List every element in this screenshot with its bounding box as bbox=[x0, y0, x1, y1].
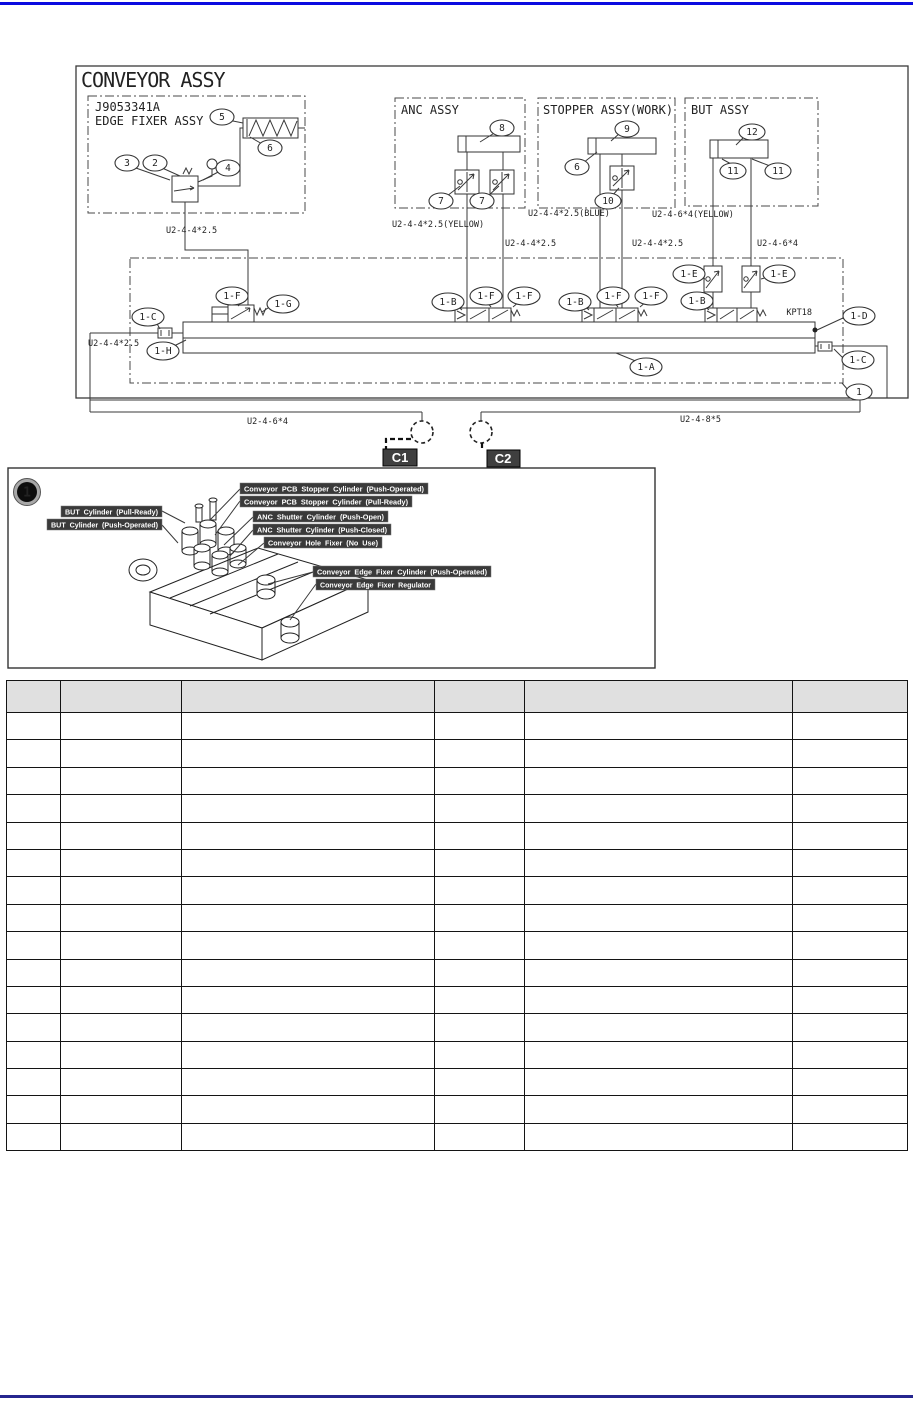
manifold-body bbox=[90, 322, 887, 398]
tube-label: U2-4-4*2.5 bbox=[166, 226, 218, 236]
flow-control-symbol bbox=[610, 166, 634, 190]
tube-label: U2-4-8*5 bbox=[680, 415, 721, 425]
balloon-1F bbox=[635, 287, 667, 305]
balloon-1B bbox=[681, 292, 713, 310]
table-cell bbox=[525, 1014, 793, 1041]
svg-text:1: 1 bbox=[856, 387, 862, 398]
table-cell bbox=[435, 1123, 525, 1150]
balloon-1A bbox=[630, 358, 662, 376]
balloon-1E bbox=[763, 265, 795, 283]
table-cell bbox=[61, 795, 182, 822]
table-row bbox=[7, 1069, 908, 1096]
balloon-4 bbox=[216, 160, 240, 176]
balloon-1B bbox=[432, 293, 464, 311]
table-cell bbox=[61, 932, 182, 959]
svg-text:1-F: 1-F bbox=[604, 291, 622, 302]
balloon-1 bbox=[846, 384, 872, 400]
table-cell bbox=[182, 795, 435, 822]
table-cell bbox=[61, 740, 182, 767]
table-cell bbox=[435, 959, 525, 986]
svg-text:1-E: 1-E bbox=[770, 269, 788, 280]
tube-label: U2-4-4*2.5(BLUE) bbox=[528, 209, 610, 219]
table-cell bbox=[182, 740, 435, 767]
table-cell bbox=[435, 1041, 525, 1068]
balloon-11 bbox=[765, 163, 791, 179]
table-cell bbox=[793, 795, 908, 822]
svg-text:4: 4 bbox=[225, 163, 231, 174]
table-cell bbox=[182, 877, 435, 904]
table-header-cell bbox=[435, 681, 525, 713]
table-cell bbox=[435, 795, 525, 822]
table-header-cell bbox=[7, 681, 61, 713]
table-row bbox=[7, 959, 908, 986]
bottom-navy-rule bbox=[0, 1395, 913, 1398]
table-row bbox=[7, 1123, 908, 1150]
svg-text:1-B: 1-B bbox=[566, 297, 584, 308]
table-cell bbox=[7, 1096, 61, 1123]
table-cell bbox=[435, 713, 525, 740]
table-cell bbox=[61, 1069, 182, 1096]
balloon-7 bbox=[429, 193, 453, 209]
table-cell bbox=[7, 986, 61, 1013]
table-cell bbox=[7, 795, 61, 822]
table-cell bbox=[435, 1096, 525, 1123]
balloon-1G bbox=[267, 295, 299, 313]
table-cell bbox=[182, 1041, 435, 1068]
tube-label: U2-4-4*2.5 bbox=[505, 239, 557, 249]
table-cell bbox=[7, 849, 61, 876]
table-cell bbox=[435, 1069, 525, 1096]
table-cell bbox=[793, 740, 908, 767]
balloon-5 bbox=[210, 109, 234, 125]
table-cell bbox=[435, 822, 525, 849]
table-cell bbox=[525, 904, 793, 931]
balloon-1C bbox=[842, 351, 874, 369]
table-row bbox=[7, 849, 908, 876]
svg-text:12: 12 bbox=[746, 127, 758, 138]
table-header-cell bbox=[182, 681, 435, 713]
table-cell bbox=[525, 767, 793, 794]
table-row bbox=[7, 1014, 908, 1041]
balloon-6 bbox=[258, 140, 282, 156]
svg-text:1-B: 1-B bbox=[688, 296, 706, 307]
balloon-1C bbox=[132, 308, 164, 326]
balloon-1F bbox=[216, 287, 248, 305]
svg-text:1-G: 1-G bbox=[274, 299, 292, 310]
table-cell bbox=[61, 1123, 182, 1150]
edge-fixer-part-no: J9053341A bbox=[95, 100, 161, 114]
table-cell bbox=[435, 767, 525, 794]
table-row bbox=[7, 767, 908, 794]
table-cell bbox=[435, 932, 525, 959]
anc-cylinder-symbol bbox=[458, 136, 520, 152]
balloon-3 bbox=[115, 155, 139, 171]
table-cell bbox=[793, 1014, 908, 1041]
table-cell bbox=[7, 740, 61, 767]
table-cell bbox=[182, 822, 435, 849]
table-row bbox=[7, 932, 908, 959]
connector-c2 bbox=[470, 421, 520, 467]
table-cell bbox=[525, 1123, 793, 1150]
table-cell bbox=[61, 959, 182, 986]
callout-label bbox=[253, 524, 391, 535]
svg-text:Conveyor PCB Stopper Cylinder: Conveyor PCB Stopper Cylinder (Push-Operated) bbox=[244, 484, 425, 494]
svg-text:Conveyor Hole Fixer (No Use): Conveyor Hole Fixer (No Use) bbox=[268, 538, 379, 548]
table-cell bbox=[182, 767, 435, 794]
table-row bbox=[7, 822, 908, 849]
callout-label bbox=[240, 483, 428, 494]
svg-text:1-C: 1-C bbox=[139, 312, 157, 323]
svg-text:1-H: 1-H bbox=[154, 346, 172, 357]
callout-badge bbox=[14, 479, 41, 506]
svg-text:1-B: 1-B bbox=[439, 297, 457, 308]
table-cell bbox=[7, 1041, 61, 1068]
flow-control-symbol bbox=[742, 266, 760, 292]
table-cell bbox=[525, 822, 793, 849]
svg-text:3: 3 bbox=[124, 158, 130, 169]
table-cell bbox=[793, 767, 908, 794]
svg-text:BUT Cylinder (Push-Operated): BUT Cylinder (Push-Operated) bbox=[51, 520, 159, 530]
table-cell bbox=[435, 904, 525, 931]
balloon-2 bbox=[143, 155, 167, 171]
table-cell bbox=[7, 767, 61, 794]
table-cell bbox=[61, 877, 182, 904]
table-cell bbox=[7, 1123, 61, 1150]
balloon-11 bbox=[720, 163, 746, 179]
table-cell bbox=[793, 1069, 908, 1096]
table-cell bbox=[525, 1041, 793, 1068]
balloon-1H bbox=[147, 342, 179, 360]
tube-label: U2-4-4*2.5(YELLOW) bbox=[392, 220, 485, 230]
tube-label: U2-4-6*4 bbox=[757, 239, 798, 249]
table-cell bbox=[793, 1096, 908, 1123]
svg-text:ANC Shutter Cylinder (Push-Ope: ANC Shutter Cylinder (Push-Open) bbox=[257, 512, 385, 522]
table-header-cell bbox=[525, 681, 793, 713]
table-header-cell bbox=[793, 681, 908, 713]
table-row bbox=[7, 877, 908, 904]
svg-text:1-F: 1-F bbox=[642, 291, 660, 302]
table-cell bbox=[7, 822, 61, 849]
table-cell bbox=[793, 849, 908, 876]
table-row bbox=[7, 1041, 908, 1068]
callout-label bbox=[253, 511, 388, 522]
table-cell bbox=[525, 1069, 793, 1096]
table-row bbox=[7, 740, 908, 767]
table-header-cell bbox=[61, 681, 182, 713]
table-cell bbox=[525, 795, 793, 822]
svg-text:Conveyor Edge Fixer Regulator: Conveyor Edge Fixer Regulator bbox=[320, 580, 432, 590]
svg-text:1-E: 1-E bbox=[680, 269, 698, 280]
table-cell bbox=[525, 877, 793, 904]
table-cell bbox=[525, 1096, 793, 1123]
table-cell bbox=[7, 713, 61, 740]
anc-name: ANC ASSY bbox=[401, 103, 459, 117]
connector-c1 bbox=[383, 421, 433, 466]
table-row bbox=[7, 904, 908, 931]
svg-text:Conveyor Edge Fixer Cylinder (: Conveyor Edge Fixer Cylinder (Push-Operated) bbox=[317, 567, 488, 577]
svg-text:9: 9 bbox=[624, 124, 630, 135]
table-cell bbox=[182, 1069, 435, 1096]
table-cell bbox=[182, 986, 435, 1013]
table-cell bbox=[61, 849, 182, 876]
table-cell bbox=[61, 767, 182, 794]
table-cell bbox=[7, 877, 61, 904]
table-cell bbox=[182, 904, 435, 931]
balloon-1F bbox=[508, 287, 540, 305]
table-cell bbox=[793, 713, 908, 740]
table-row bbox=[7, 713, 908, 740]
tube-label: U2-4-4*2.5 bbox=[88, 339, 140, 349]
table-cell bbox=[525, 849, 793, 876]
flow-control-symbol bbox=[704, 266, 722, 292]
table-cell bbox=[61, 822, 182, 849]
table-cell bbox=[7, 1014, 61, 1041]
svg-text:6: 6 bbox=[574, 162, 580, 173]
balloon-1F bbox=[597, 287, 629, 305]
table-cell bbox=[182, 713, 435, 740]
table-cell bbox=[7, 932, 61, 959]
table-header-row bbox=[7, 681, 908, 713]
tube-label: U2-4-6*4(YELLOW) bbox=[652, 210, 734, 220]
balloon-8 bbox=[490, 120, 514, 136]
table-cell bbox=[61, 1014, 182, 1041]
table-cell bbox=[525, 932, 793, 959]
parts-table-body bbox=[7, 713, 908, 1151]
svg-text:1: 1 bbox=[23, 485, 31, 501]
table-cell bbox=[793, 904, 908, 931]
spring-cylinder-symbol bbox=[243, 118, 305, 138]
balloon-1F bbox=[470, 287, 502, 305]
but-assy-box bbox=[685, 98, 818, 266]
table-cell bbox=[435, 877, 525, 904]
solenoid-valve-symbol bbox=[705, 308, 766, 322]
flow-control-symbol bbox=[455, 170, 479, 194]
solenoid-valve-symbol bbox=[582, 308, 647, 322]
svg-text:10: 10 bbox=[602, 196, 614, 207]
connector-c1-label: C1 bbox=[391, 450, 409, 465]
svg-text:6: 6 bbox=[267, 143, 273, 154]
table-cell bbox=[182, 1096, 435, 1123]
svg-text:ANC Shutter Cylinder (Push-Clo: ANC Shutter Cylinder (Push-Closed) bbox=[257, 525, 388, 535]
table-cell bbox=[793, 1123, 908, 1150]
stopper-cylinder-symbol bbox=[588, 138, 656, 154]
solenoid-valve-symbol bbox=[212, 305, 266, 322]
pneumatic-diagram bbox=[0, 0, 913, 676]
svg-text:1-F: 1-F bbox=[477, 291, 495, 302]
parts-table bbox=[6, 680, 908, 1151]
svg-text:5: 5 bbox=[219, 112, 225, 123]
top-fittings bbox=[182, 498, 246, 576]
balloon-1D bbox=[843, 307, 875, 325]
stopper-name: STOPPER ASSY(WORK) bbox=[543, 103, 674, 117]
table-row bbox=[7, 795, 908, 822]
balloon-10 bbox=[595, 193, 621, 209]
svg-text:1-D: 1-D bbox=[850, 311, 868, 322]
balloon-7 bbox=[470, 193, 494, 209]
balloon-6 bbox=[565, 159, 589, 175]
table-cell bbox=[793, 986, 908, 1013]
table-cell bbox=[182, 1123, 435, 1150]
table-cell bbox=[525, 986, 793, 1013]
table-cell bbox=[182, 932, 435, 959]
balloon-9 bbox=[615, 121, 639, 137]
table-cell bbox=[61, 986, 182, 1013]
table-cell bbox=[61, 713, 182, 740]
table-cell bbox=[182, 849, 435, 876]
table-cell bbox=[435, 740, 525, 767]
table-row bbox=[7, 986, 908, 1013]
svg-text:Conveyor PCB Stopper Cylinder: Conveyor PCB Stopper Cylinder (Pull-Ready) bbox=[244, 497, 409, 507]
callout-label bbox=[264, 537, 382, 548]
callout-label bbox=[61, 506, 162, 517]
svg-text:11: 11 bbox=[772, 166, 784, 177]
svg-text:1-C: 1-C bbox=[849, 355, 867, 366]
svg-text:8: 8 bbox=[499, 123, 505, 134]
table-cell bbox=[525, 959, 793, 986]
table-cell bbox=[182, 959, 435, 986]
table-cell bbox=[793, 877, 908, 904]
svg-text:11: 11 bbox=[727, 166, 739, 177]
table-cell bbox=[182, 1014, 435, 1041]
kpt-label: KPT18 bbox=[786, 308, 812, 318]
table-cell bbox=[435, 986, 525, 1013]
diagram-title: CONVEYOR ASSY bbox=[81, 68, 225, 92]
table-cell bbox=[61, 1096, 182, 1123]
table-cell bbox=[435, 1014, 525, 1041]
table-cell bbox=[61, 1041, 182, 1068]
balloon-1E bbox=[673, 265, 705, 283]
table-row bbox=[7, 1096, 908, 1123]
table-cell bbox=[7, 904, 61, 931]
callout-label bbox=[47, 519, 162, 530]
table-cell bbox=[7, 1069, 61, 1096]
svg-text:7: 7 bbox=[479, 196, 485, 207]
connector-c2-label: C2 bbox=[494, 451, 512, 466]
svg-text:2: 2 bbox=[152, 158, 158, 169]
callout-label bbox=[240, 496, 412, 507]
table-cell bbox=[61, 904, 182, 931]
svg-text:1-F: 1-F bbox=[515, 291, 533, 302]
edge-fixer-name: EDGE FIXER ASSY bbox=[95, 114, 204, 128]
balloon-12 bbox=[739, 124, 765, 140]
but-name: BUT ASSY bbox=[691, 103, 749, 117]
svg-text:1-F: 1-F bbox=[223, 291, 241, 302]
tube-label: U2-4-4*2.5 bbox=[632, 239, 684, 249]
table-cell bbox=[7, 959, 61, 986]
table-cell bbox=[793, 959, 908, 986]
but-valve-links bbox=[713, 292, 751, 308]
balloon-1B bbox=[559, 293, 591, 311]
tube-label: U2-4-6*4 bbox=[247, 417, 288, 427]
solenoid-valve-symbol bbox=[455, 308, 520, 322]
table-cell bbox=[793, 932, 908, 959]
table-cell bbox=[793, 822, 908, 849]
table-cell bbox=[793, 1041, 908, 1068]
callout-label bbox=[316, 579, 435, 590]
table-cell bbox=[435, 849, 525, 876]
table-cell bbox=[525, 713, 793, 740]
callout-label bbox=[313, 566, 491, 577]
svg-text:7: 7 bbox=[438, 196, 444, 207]
svg-text:BUT Cylinder (Pull-Ready): BUT Cylinder (Pull-Ready) bbox=[65, 507, 159, 517]
edge-fixer-assy-box bbox=[88, 96, 305, 305]
svg-text:1-A: 1-A bbox=[637, 362, 655, 373]
table-cell bbox=[525, 740, 793, 767]
